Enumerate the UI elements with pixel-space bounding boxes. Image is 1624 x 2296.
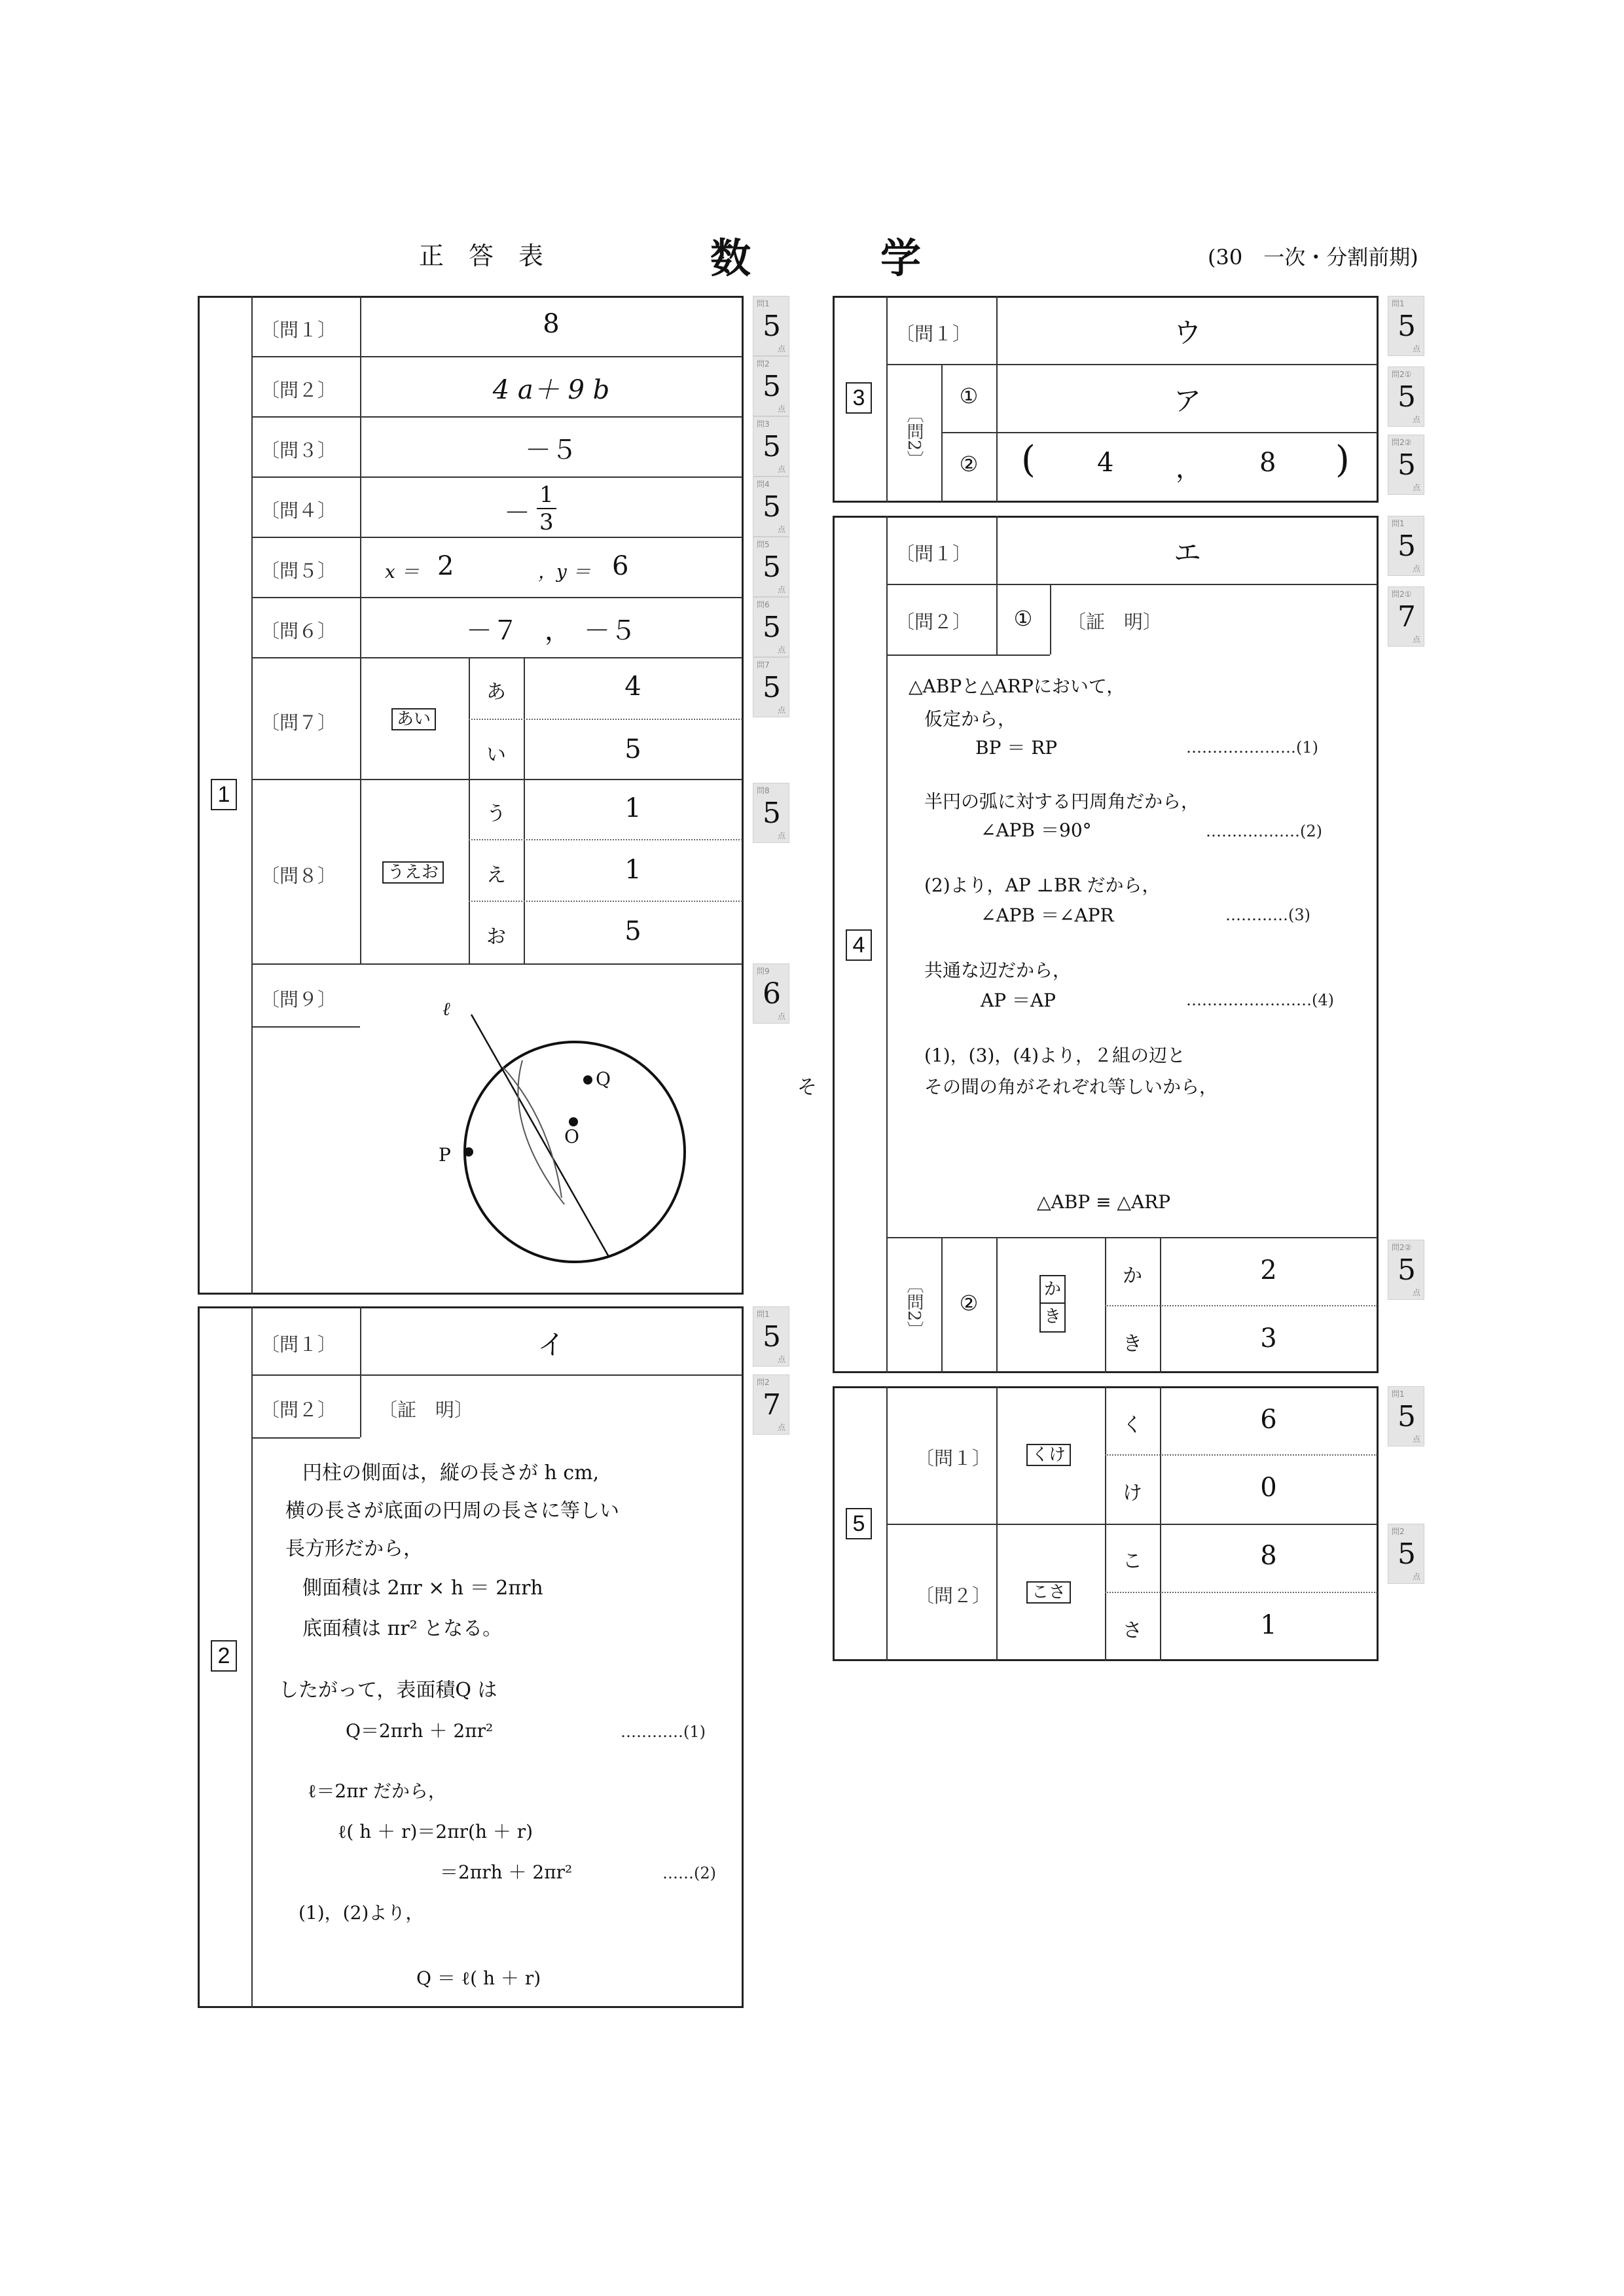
s5-q2-key-ko: こ <box>1123 1550 1142 1573</box>
page-title-right: 学 <box>880 234 922 282</box>
figure-arc-2 <box>518 1060 564 1204</box>
score-s4-q2-2: 問2② 5 点 <box>1388 1240 1424 1300</box>
s4-q22-val-ka: 2 <box>1260 1255 1277 1285</box>
s4-proof-line-1: △ABPと△ARPにおいて， <box>909 675 1125 697</box>
s4-q22-tag-top: か <box>1041 1276 1064 1304</box>
section-1-number: 1 <box>211 779 237 810</box>
score-s1-q9: 問9 6 点 <box>753 963 789 1024</box>
score-s1-q3: 問3 5 点 <box>753 416 789 476</box>
s1-a2: 4 a＋ 9 b <box>492 375 610 405</box>
s5-q1-label: 〔問１〕 <box>915 1447 992 1469</box>
s2-dots-1: …………(1) <box>621 1723 706 1741</box>
s4-q22-key-ka: か <box>1123 1265 1142 1287</box>
s4-proof-line-3: BP ＝ RP <box>975 737 1058 759</box>
s1-a4-numerator: 1 <box>539 482 554 508</box>
score-s2-q1: 問1 5 点 <box>753 1306 789 1367</box>
s2-proof-line-7: Q＝2πrh ＋ 2πr² <box>346 1720 494 1742</box>
s4-proof-line-5: ∠APB ＝90° <box>981 819 1092 841</box>
s3-coord-comma: ， <box>1176 454 1202 484</box>
fig-label-o: O <box>564 1126 579 1147</box>
s2-proof-line-2: 横の長さが底面の円周の長さに等しい <box>285 1499 619 1522</box>
s2-proof-line-5: 底面積は πr² となる。 <box>302 1617 503 1640</box>
s5-q2-tag: こさ <box>1026 1581 1071 1604</box>
score-s1-q2: 問2 5 点 <box>753 356 789 416</box>
s1-a6: －７ ， －５ <box>466 616 636 646</box>
s1-a4-fraction <box>504 483 583 535</box>
s1-q8-key-e: え <box>486 864 506 887</box>
s3-q2-label: 〔問2〕 <box>904 406 924 468</box>
s1-q7-label: 〔問７〕 <box>261 711 337 734</box>
s4-q1-answer: エ <box>1173 537 1201 569</box>
s1-q8-val-o: 5 <box>624 916 641 946</box>
s4-q1-label: 〔問１〕 <box>895 543 972 565</box>
s5-q2-label: 〔問２〕 <box>915 1585 992 1607</box>
section-4-number: 4 <box>846 929 872 961</box>
s4-dots-2: ………………(2) <box>1206 822 1322 840</box>
s4-proof-line-9: AP ＝AP <box>981 990 1056 1011</box>
score-s1-q5: 問5 5 点 <box>753 537 789 597</box>
s1-a1: 8 <box>543 309 560 339</box>
s3-q2-mark-2: ② <box>959 452 979 476</box>
s2-q2-label: 〔問２〕 <box>261 1399 337 1421</box>
s4-q22-key-ki: き <box>1123 1333 1142 1355</box>
s4-q22-label: 〔問2〕 <box>904 1276 924 1338</box>
score-s3-q1: 問1 5 点 <box>1388 296 1424 356</box>
s1-q2-label: 〔問２〕 <box>261 379 337 401</box>
s3-paren-right: ) <box>1335 439 1350 481</box>
s1-q5-label: 〔問５〕 <box>261 560 337 582</box>
s4-proof-line-10: (1)，(3)，(4)より，２組の辺と <box>924 1045 1185 1066</box>
s1-q4-label: 〔問４〕 <box>261 499 337 522</box>
s5-q1-tag: くけ <box>1026 1444 1071 1466</box>
s3-coord-y: 8 <box>1259 448 1276 478</box>
s4-proof-line-4: 半円の弧に対する円周角だから， <box>924 791 1200 812</box>
s2-proof-line-11: (1)，(2)より， <box>298 1902 424 1924</box>
s1-q8-label: 〔問８〕 <box>261 865 337 887</box>
s1-q7-val-i: 5 <box>624 734 641 764</box>
s5-q1-val-ke: 0 <box>1260 1473 1277 1503</box>
s4-q2-label: 〔問２〕 <box>895 611 972 633</box>
s5-q1-val-ku: 6 <box>1260 1405 1277 1435</box>
score-s5-q2: 問2 5 点 <box>1388 1524 1424 1584</box>
s4-q22-tag-bottom: き <box>1043 1307 1061 1327</box>
s2-proof-line-1: 円柱の側面は，縦の長さが h cm, <box>302 1462 600 1484</box>
s1-q8-key-o: お <box>486 925 506 948</box>
s2-proof-line-9: ℓ( h ＋ r)＝2πr(h ＋ r) <box>338 1821 533 1842</box>
fig-label-q: Q <box>596 1068 611 1090</box>
s2-q1-answer: イ <box>537 1329 565 1361</box>
s4-q2-mark-1: ① <box>1013 606 1033 631</box>
s4-proof-line-8: 共通な辺だから， <box>924 960 1072 981</box>
s4-q22-tag <box>1039 1275 1066 1333</box>
s1-q8-val-e: 1 <box>624 855 641 885</box>
s1-q7-key-a: あ <box>486 681 506 704</box>
figure-line-l <box>471 1014 609 1257</box>
s1-q1-label: 〔問１〕 <box>261 319 337 341</box>
s1-q9-figure <box>425 988 700 1276</box>
s5-q2-key-sa: さ <box>1123 1619 1142 1642</box>
fig-label-l: ℓ <box>442 998 450 1020</box>
s4-proof-line-6: (2)より，AP ⊥BR だから， <box>924 874 1161 896</box>
s2-proof-line-8: ℓ＝2πr だから， <box>308 1780 446 1802</box>
s4-proof-line-12: △ABP ≡ △ARP <box>1037 1191 1171 1213</box>
s4-proof-line-2: 仮定から， <box>924 708 1017 730</box>
s3-paren-left: ( <box>1021 439 1036 481</box>
margin-note: そ <box>797 1076 817 1099</box>
score-s3-q2-2: 問2② 5 点 <box>1388 435 1424 495</box>
score-s1-q6: 問6 5 点 <box>753 597 789 657</box>
s2-proof-line-3: 長方形だから， <box>285 1537 423 1560</box>
score-s3-q2-1: 問2① 5 点 <box>1388 367 1424 427</box>
score-s5-q1: 問1 5 点 <box>1388 1386 1424 1446</box>
s1-a5-x: 2 <box>437 551 454 581</box>
s2-proof-line-4: 側面積は 2πr × h ＝ 2πrh <box>302 1577 543 1600</box>
s1-q8-tag: うえお <box>382 861 444 884</box>
s1-q8-key-u: う <box>486 802 506 825</box>
s1-a5-y-label: ，y ＝ <box>538 561 591 583</box>
score-s4-q2-1: 問2① 7 点 <box>1388 586 1424 647</box>
s4-dots-1: …………………(1) <box>1186 738 1318 757</box>
s4-proof-line-7: ∠APB ＝∠APR <box>981 905 1114 926</box>
fig-label-p: P <box>439 1144 451 1166</box>
s5-q2-val-ko: 8 <box>1260 1541 1277 1571</box>
s1-q3-label: 〔問３〕 <box>261 439 337 461</box>
s1-a3: －５ <box>525 435 577 465</box>
s3-q1-answer: ウ <box>1173 317 1201 349</box>
s5-q2-val-sa: 1 <box>1260 1610 1277 1640</box>
s1-a4-denominator: 3 <box>539 509 554 535</box>
s4-proof-tag: 〔証 明〕 <box>1067 611 1163 633</box>
s4-proof-line-11: その間の角がそれぞれ等しいから， <box>924 1076 1218 1098</box>
score-s1-q4: 問4 5 点 <box>753 476 789 537</box>
s4-dots-4: ……………………(4) <box>1186 991 1334 1009</box>
s4-q22-val-ki: 3 <box>1260 1323 1277 1354</box>
s2-dots-2: ……(2) <box>662 1864 716 1882</box>
s1-q6-label: 〔問６〕 <box>261 620 337 642</box>
score-s1-q7: 問7 5 点 <box>753 657 789 717</box>
s1-a4-sign: － <box>504 498 530 528</box>
s2-proof-line-6: したがって，表面積Q は <box>279 1679 497 1702</box>
header-left: 正 答 表 <box>419 242 544 270</box>
figure-point-p <box>464 1147 473 1157</box>
s4-dots-3: …………(3) <box>1225 906 1310 924</box>
s2-q2-proof-tag: 〔証 明〕 <box>378 1399 474 1421</box>
s5-q1-key-ku: く <box>1123 1414 1142 1437</box>
s1-q7-tag: あい <box>391 708 436 730</box>
s1-a5-x-label: x ＝ <box>385 561 420 583</box>
score-s4-q1: 問1 5 点 <box>1388 516 1424 576</box>
section-5-number: 5 <box>846 1508 872 1539</box>
score-s1-q8: 問8 5 点 <box>753 783 789 843</box>
section-2-number: 2 <box>211 1640 237 1672</box>
s4-q22-mark: ② <box>959 1291 979 1316</box>
s1-q9-label: 〔問９〕 <box>261 988 337 1011</box>
section-3-number: 3 <box>846 382 872 414</box>
s1-q8-val-u: 1 <box>624 793 641 823</box>
score-s1-q1: 問1 5 点 <box>753 296 789 356</box>
s3-q1-label: 〔問１〕 <box>895 323 972 345</box>
s2-proof-line-10: ＝2πrh ＋ 2πr² <box>440 1861 573 1883</box>
figure-circle <box>465 1042 685 1262</box>
page-title-left: 数 <box>710 234 751 282</box>
s1-a5-y: 6 <box>612 551 629 581</box>
s3-q2-mark-1: ① <box>959 384 979 408</box>
s3-coord-x: 4 <box>1097 448 1114 478</box>
s2-proof-line-12: Q ＝ ℓ( h ＋ r) <box>416 1967 541 1989</box>
s5-q1-key-ke: け <box>1123 1482 1142 1505</box>
s2-q1-label: 〔問１〕 <box>261 1333 337 1355</box>
s3-q2-answer-1: ア <box>1173 385 1201 417</box>
figure-point-o <box>569 1117 578 1126</box>
score-s2-q2: 問2 7 点 <box>753 1374 789 1435</box>
header-right: (30 一次・分割前期) <box>1208 245 1418 270</box>
figure-point-q <box>583 1075 592 1085</box>
s1-q7-val-a: 4 <box>624 672 641 702</box>
s1-q7-key-i: い <box>486 744 506 766</box>
